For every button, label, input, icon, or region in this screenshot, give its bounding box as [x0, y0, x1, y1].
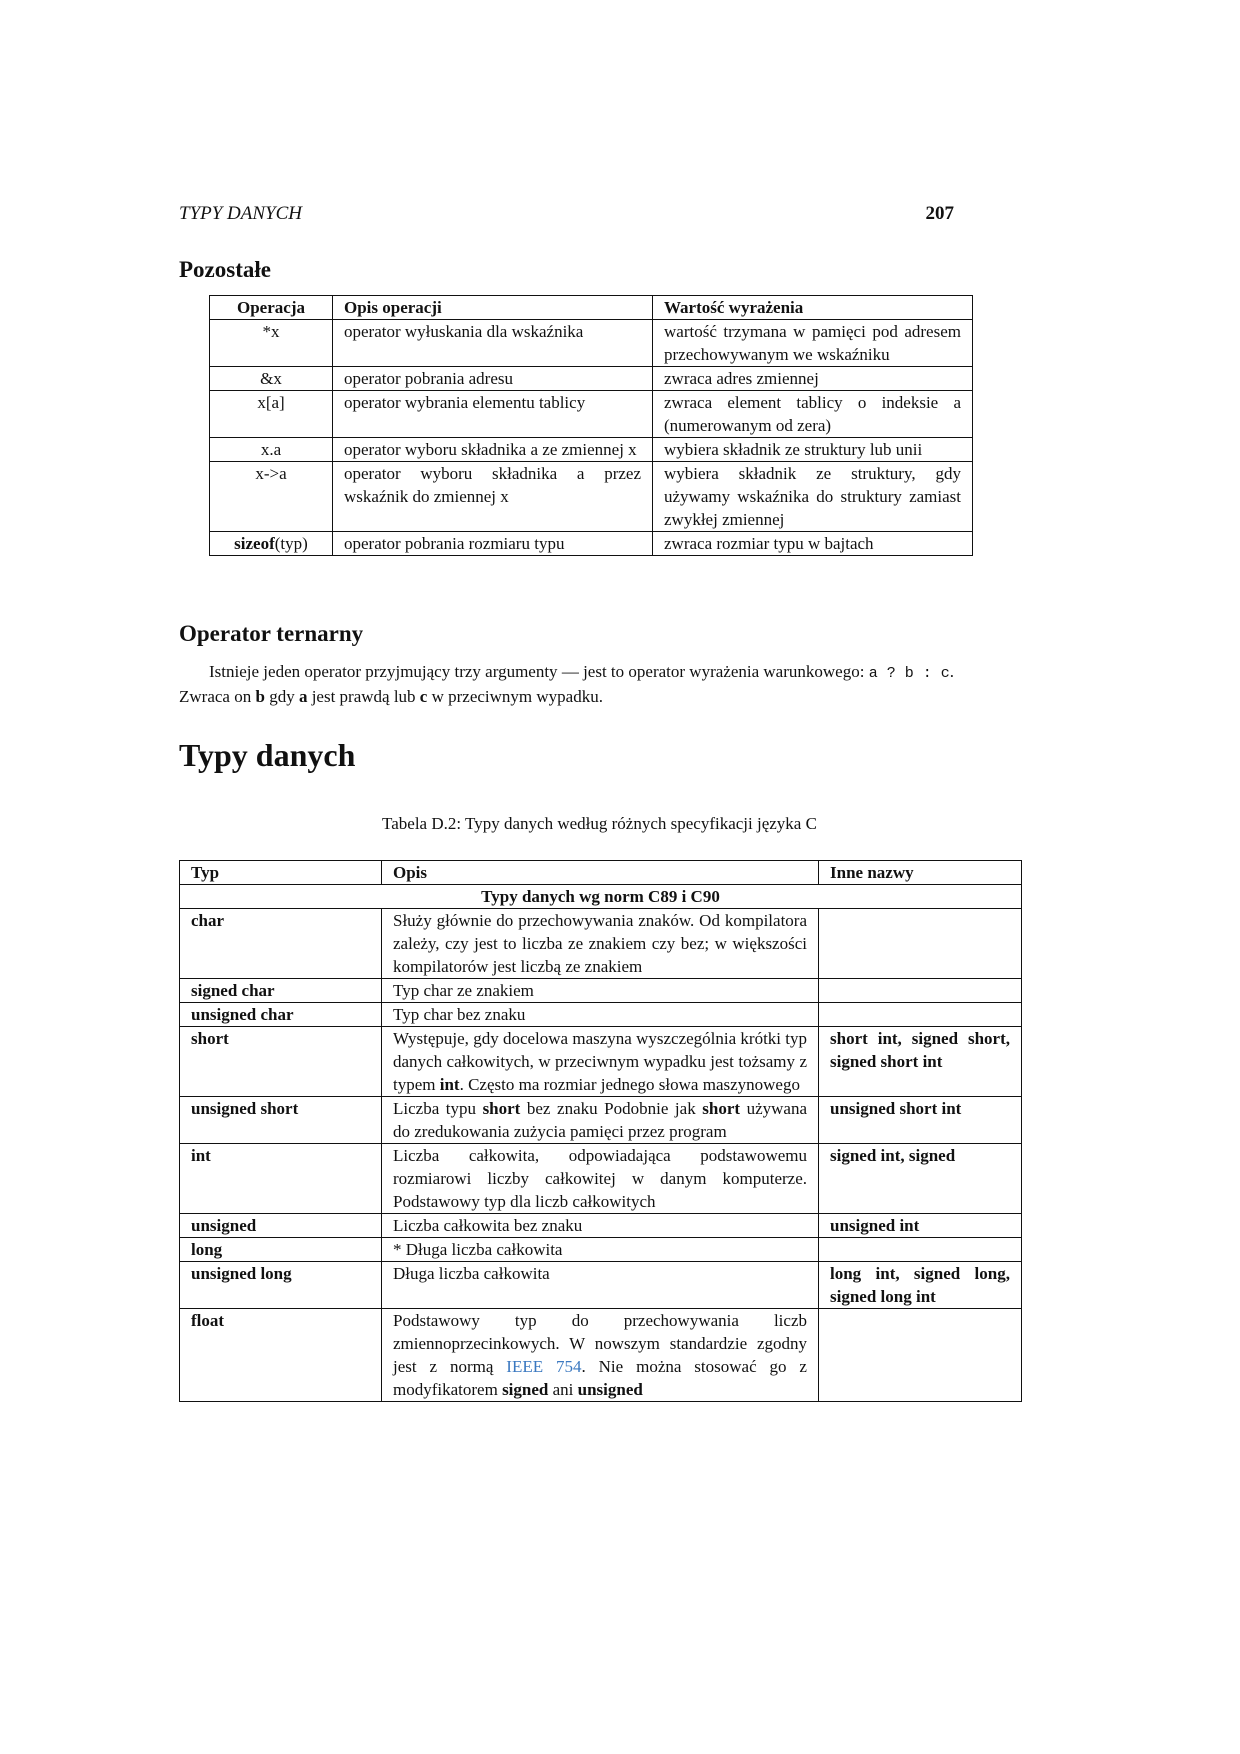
- description-cell: [333, 367, 653, 391]
- table-row: [180, 1027, 1022, 1097]
- other-names-cell: [819, 1309, 1022, 1402]
- text: operator wyłuskania dla wskaźnika: [344, 322, 584, 341]
- column-header-value: Wartość wyrażenia: [653, 296, 973, 320]
- text: operator pobrania adresu: [344, 369, 513, 388]
- description-cell: [333, 532, 653, 556]
- operation-cell: [210, 391, 333, 438]
- text: wybiera składnik ze struktury, gdy używamy wskaźnika do struktury zamiast zwykłej zmiennej: [664, 464, 961, 529]
- bold-text: unsigned short: [191, 1099, 299, 1118]
- description-cell: [333, 438, 653, 462]
- description-cell: [382, 1262, 819, 1309]
- description-cell: [382, 979, 819, 1003]
- description-cell: [382, 1238, 819, 1262]
- text: x.a: [260, 440, 282, 459]
- description-cell: [382, 1003, 819, 1027]
- bold-text: unsigned: [577, 1380, 643, 1399]
- bold-text: signed char: [191, 981, 275, 1000]
- column-header-description: Opis operacji: [333, 296, 653, 320]
- text: Liczba typu: [393, 1099, 483, 1118]
- text: x[a]: [257, 393, 285, 412]
- column-header-type: Typ: [180, 861, 382, 885]
- table-row: [180, 909, 1022, 979]
- text: gdy: [264, 687, 299, 706]
- other-names-cell: [819, 909, 1022, 979]
- bold-text: c: [419, 687, 428, 706]
- table-row: [180, 1144, 1022, 1214]
- running-header: TYPY DANYCH: [179, 203, 303, 224]
- table-row: [180, 1003, 1022, 1027]
- other-names-cell: [819, 1003, 1022, 1027]
- value-cell: [653, 391, 973, 438]
- operation-cell: [210, 320, 333, 367]
- text: . Nie można stosować go z modyfikatorem: [393, 1357, 807, 1399]
- data-types-table: [179, 860, 1022, 1402]
- text: wartość trzymana w pamięci pod adresem przechowywanym we wskaźniku: [664, 322, 961, 364]
- description-cell: [333, 462, 653, 532]
- description-cell: [382, 1144, 819, 1214]
- text: bez znaku Podobnie jak: [520, 1099, 703, 1118]
- bold-text: short: [702, 1099, 741, 1118]
- description-cell: [382, 909, 819, 979]
- table-row: [180, 1238, 1022, 1262]
- text: operator pobrania rozmiaru typu: [344, 534, 565, 553]
- table-subheader: Typy danych wg norm C89 i C90: [180, 885, 1022, 909]
- table-row: [210, 320, 973, 367]
- other-names-cell: [819, 1238, 1022, 1262]
- operation-cell: [210, 532, 333, 556]
- code-text: a ? b : c: [868, 665, 950, 682]
- other-names-cell: [819, 1214, 1022, 1238]
- table-row: [180, 979, 1022, 1003]
- table-row: [180, 1262, 1022, 1309]
- text: zwraca element tablicy o indeksie a (numerowanym od zera): [664, 393, 961, 435]
- section-title-types: Typy danych: [179, 737, 356, 773]
- text: Liczba całkowita, odpowiadająca podstawowemu rozmiarowi liczby całkowitej w danym komputerze. Podstawowy typ dla liczb całkowitych: [393, 1146, 807, 1211]
- text: (typ): [274, 534, 308, 553]
- type-cell: [180, 979, 382, 1003]
- text: x->a: [255, 464, 287, 483]
- type-cell: [180, 909, 382, 979]
- type-cell: [180, 1097, 382, 1144]
- text: Podstawowy typ do przechowywania liczb zmiennoprzecinkowych. W nowszym standardzie zgodny jest z normą: [393, 1311, 807, 1376]
- bold-text: short: [191, 1029, 229, 1048]
- value-cell: [653, 367, 973, 391]
- bold-text: unsigned: [191, 1216, 257, 1235]
- bold-text: float: [191, 1311, 225, 1330]
- text: . Zwraca on: [179, 662, 954, 706]
- text: jest prawdą lub: [307, 687, 420, 706]
- bold-text: signed: [502, 1380, 549, 1399]
- text: w przeciwnym wypadku.: [427, 687, 603, 706]
- text: . Często ma rozmiar jednego słowa maszynowego: [459, 1075, 800, 1094]
- description-cell: [382, 1027, 819, 1097]
- text: Typ char ze znakiem: [393, 981, 534, 1000]
- text: wybiera składnik ze struktury lub unii: [664, 440, 923, 459]
- bold-text: sizeof: [234, 534, 275, 553]
- table-row: [210, 462, 973, 532]
- bold-text: int: [191, 1146, 211, 1165]
- text: Służy głównie do przechowywania znaków. Od kompilatora zależy, czy jest to liczba ze znakiem czy bez; w większości kompilatorów jest liczbą ze znakiem: [393, 911, 807, 976]
- value-cell: [653, 462, 973, 532]
- text: ani: [548, 1380, 578, 1399]
- other-names-cell: [819, 1262, 1022, 1309]
- description-cell: [382, 1214, 819, 1238]
- value-cell: [653, 438, 973, 462]
- value-cell: [653, 532, 973, 556]
- operation-cell: [210, 462, 333, 532]
- operation-cell: [210, 438, 333, 462]
- column-header-other-names: Inne nazwy: [819, 861, 1022, 885]
- text: używana do zredukowania zużycia pamięci przez program: [393, 1099, 807, 1141]
- description-cell: [333, 391, 653, 438]
- table-row: [210, 532, 973, 556]
- bold-text: b: [255, 687, 265, 706]
- bold-text: short int, signed short, signed short int: [830, 1029, 1010, 1071]
- text: operator wyboru składnika a ze zmiennej x: [344, 440, 637, 459]
- other-names-cell: [819, 1097, 1022, 1144]
- text: Istnieje jeden operator przyjmujący trzy argumenty — jest to operator wyrażenia warunkowego:: [209, 662, 869, 681]
- value-cell: [653, 320, 973, 367]
- type-cell: [180, 1262, 382, 1309]
- other-names-cell: [819, 1027, 1022, 1097]
- table-row: [180, 1309, 1022, 1402]
- type-cell: [180, 1027, 382, 1097]
- description-cell: [382, 1097, 819, 1144]
- table-row: [210, 367, 973, 391]
- text: zwraca adres zmiennej: [664, 369, 819, 388]
- text: zwraca rozmiar typu w bajtach: [664, 534, 874, 553]
- bold-text: long: [191, 1240, 223, 1259]
- text: Typ char bez znaku: [393, 1005, 526, 1024]
- ternary-paragraph: [179, 660, 954, 708]
- column-header-operation: Operacja: [210, 296, 333, 320]
- bold-text: unsigned char: [191, 1005, 294, 1024]
- table-row: [210, 438, 973, 462]
- text: operator wybrania elementu tablicy: [344, 393, 586, 412]
- column-header-description: Opis: [382, 861, 819, 885]
- text: operator wyboru składnika a przez wskaźnik do zmiennej x: [344, 464, 641, 506]
- text: &x: [260, 369, 282, 388]
- description-cell: [333, 320, 653, 367]
- text: *x: [262, 322, 280, 341]
- bold-text: int: [439, 1075, 460, 1094]
- bold-text: unsigned long: [191, 1264, 292, 1283]
- bold-text: unsigned int: [830, 1216, 920, 1235]
- bold-text: a: [298, 687, 308, 706]
- bold-text: signed int, signed: [830, 1146, 956, 1165]
- text: Liczba całkowita bez znaku: [393, 1216, 583, 1235]
- ieee-754-link[interactable]: IEEE 754: [506, 1357, 582, 1376]
- operators-table: [209, 295, 973, 556]
- operation-cell: [210, 367, 333, 391]
- text: * Długa liczba całkowita: [393, 1240, 563, 1259]
- table-row: [210, 391, 973, 438]
- type-cell: [180, 1309, 382, 1402]
- description-cell: [382, 1309, 819, 1402]
- table-caption: Tabela D.2: Typy danych według różnych specyfikacji języka C: [382, 814, 817, 833]
- section-title-ternary: Operator ternarny: [179, 621, 364, 646]
- type-cell: [180, 1238, 382, 1262]
- type-cell: [180, 1003, 382, 1027]
- type-cell: [180, 1144, 382, 1214]
- bold-text: unsigned short int: [830, 1099, 962, 1118]
- bold-text: long int, signed long, signed long int: [830, 1264, 1010, 1306]
- section-title-other: Pozostałe: [179, 257, 271, 282]
- table-row: [180, 1214, 1022, 1238]
- other-names-cell: [819, 979, 1022, 1003]
- other-names-cell: [819, 1144, 1022, 1214]
- table-row: [180, 1097, 1022, 1144]
- type-cell: [180, 1214, 382, 1238]
- bold-text: char: [191, 911, 225, 930]
- text: Występuje, gdy docelowa maszyna wyszczególnia krótki typ danych całkowitych, w przeciwnym wypadku jest tożsamy z typem: [393, 1029, 807, 1094]
- bold-text: short: [482, 1099, 521, 1118]
- text: Długa liczba całkowita: [393, 1264, 550, 1283]
- page-number: 207: [925, 203, 954, 224]
